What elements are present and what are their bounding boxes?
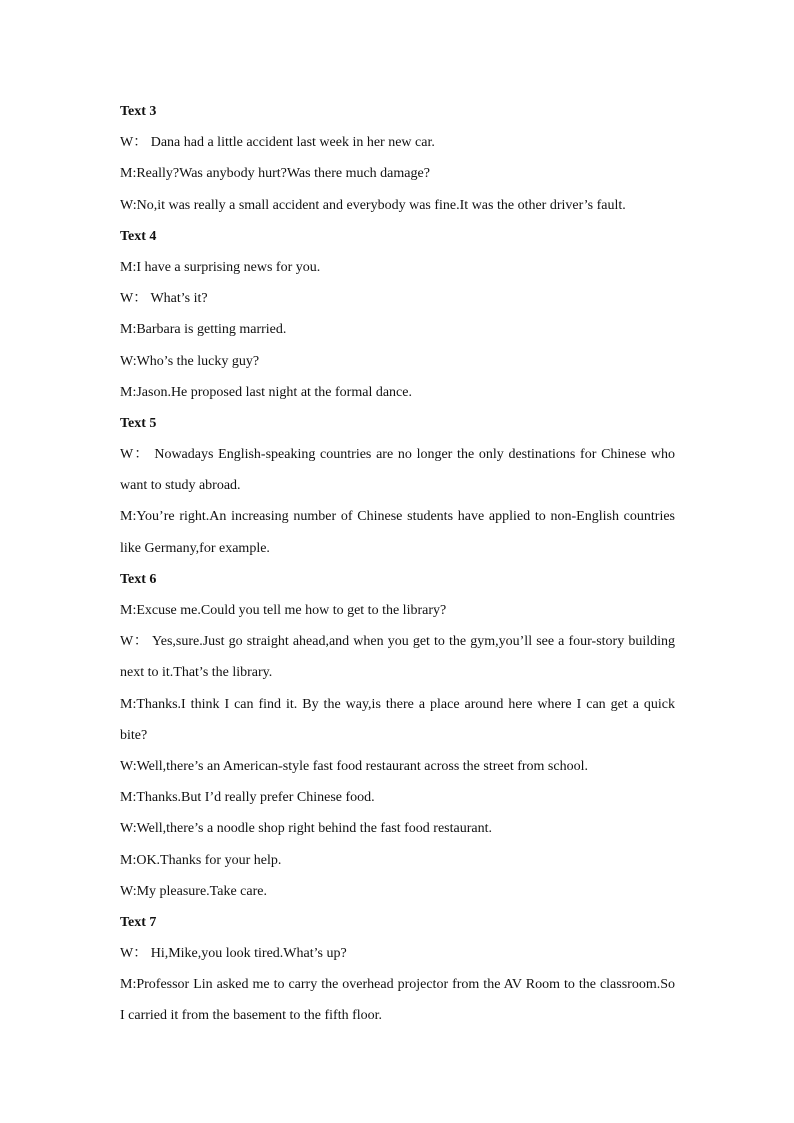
section-heading: Text 4 xyxy=(120,228,157,244)
dialogue-line: M:Professor Lin asked me to carry the overhead projector from the AV Room to the classroom.So xyxy=(120,977,675,993)
dialogue-line: M:Jason.He proposed last night at the formal dance. xyxy=(120,384,412,400)
dialogue-line: bite? xyxy=(120,727,148,743)
dialogue-line: like Germany,for example. xyxy=(120,540,270,556)
dialogue-line: W： Dana had a little accident last week in her new car. xyxy=(120,135,435,151)
dialogue-line: W： What’s it? xyxy=(120,291,208,307)
dialogue-line: W： Yes,sure.Just go straight ahead,and when you get to the gym,you’ll see a four-story building xyxy=(120,634,675,650)
dialogue-line: M:Thanks.I think I can find it. By the way,is there a place around here where I can get a quick xyxy=(120,696,675,712)
section-heading: Text 5 xyxy=(120,415,157,431)
dialogue-line: W:Well,there’s a noodle shop right behind the fast food restaurant. xyxy=(120,821,492,837)
dialogue-line: M:Excuse me.Could you tell me how to get to the library? xyxy=(120,603,447,618)
dialogue-line: W:My pleasure.Take care. xyxy=(120,883,267,899)
section-heading: Text 7 xyxy=(120,914,157,930)
dialogue-line: M:Really?Was anybody hurt?Was there much damage? xyxy=(120,166,430,182)
dialogue-line: next to it.That’s the library. xyxy=(120,665,273,681)
dialogue-line: W:Well,there’s an American-style fast food restaurant across the street from school. xyxy=(120,758,588,774)
transcript-body xyxy=(120,96,675,1032)
dialogue-line: M:Barbara is getting married. xyxy=(120,322,287,338)
dialogue-line: M:OK.Thanks for your help. xyxy=(120,852,282,868)
dialogue-line: M:Thanks.But I’d really prefer Chinese food. xyxy=(120,790,375,806)
dialogue-line: M:I have a surprising news for you. xyxy=(120,259,321,275)
document-page xyxy=(120,96,675,1032)
dialogue-line: I carried it from the basement to the fifth floor. xyxy=(120,1008,383,1024)
dialogue-line: W:Who’s the lucky guy? xyxy=(120,353,260,369)
dialogue-line: W:No,it was really a small accident and everybody was fine.It was the other driver’s fault. xyxy=(120,197,626,213)
section-heading: Text 3 xyxy=(120,104,157,119)
dialogue-line: want to study abroad. xyxy=(120,478,241,494)
dialogue-line: W： Nowadays English-speaking countries are no longer the only destinations for Chinese who xyxy=(120,447,675,463)
section-heading: Text 6 xyxy=(120,571,157,587)
dialogue-line: M:You’re right.An increasing number of Chinese students have applied to non-English countries xyxy=(120,509,675,525)
dialogue-line: W： Hi,Mike,you look tired.What’s up? xyxy=(120,946,347,962)
